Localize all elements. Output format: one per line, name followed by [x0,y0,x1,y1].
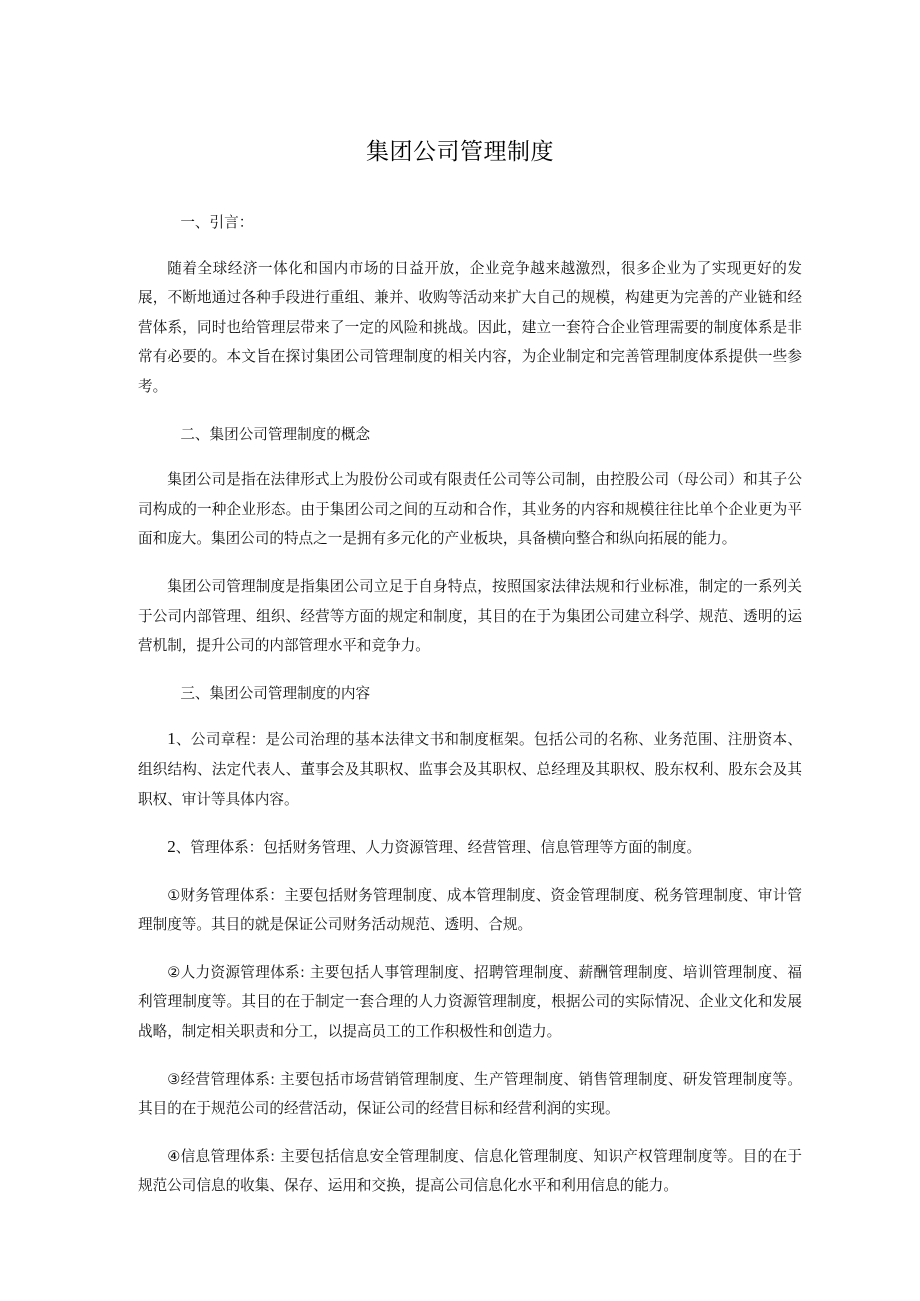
concept-paragraph-2: 集团公司管理制度是指集团公司立足于自身特点，按照国家法律法规和行业标准，制定的一系列关于公司内部管理、组织、经营等方面的规定和制度，其目的在于为集团公司建立科学、规范、透明的运营机制，提升公司的内部管理水平和竞争力。 [138,577,802,655]
item-number: 1 [167,729,176,749]
document-body [138,208,802,1219]
section-heading-concept: 二、集团公司管理制度的概念 [180,425,371,443]
sub-item-finance: ①财务管理体系：主要包括财务管理制度、成本管理制度、资金管理制度、税务管理制度、审计管理制度等。其目的就是保证公司财务活动规范、透明、合规。 [138,886,802,934]
sub-item-hr: ②人力资源管理体系: 主要包括人事管理制度、招聘管理制度、薪酬管理制度、培训管理制度、福利管理制度等。其目的在于制定一套合理的人力资源管理制度，根据公司的实际情况、企业文化和发展战略，制定相关职责和分工，以提高员工的工作积极性和创造力。 [138,963,802,1041]
item-text: 、公司章程：是公司治理的基本法律文书和制度框架。包括公司的名称、业务范围、注册资本、组织结构、法定代表人、董事会及其职权、监事会及其职权、总经理及其职权、股东权利、股东会及其职权、审计等具体内容。 [138,731,802,808]
content-item-1 [138,724,802,814]
document-title: 集团公司管理制度 [366,139,554,165]
item-number: 2 [167,837,176,857]
item-text: 、管理体系：包括财务管理、人力资源管理、经营管理、信息管理等方面的制度。 [175,839,702,857]
section-heading-content: 三、集团公司管理制度的内容 [180,684,371,702]
content-item-2 [138,832,802,863]
intro-paragraph: 随着全球经济一体化和国内市场的日益开放，企业竞争越来越激烈，很多企业为了实现更好的发展，不断地通过各种手段进行重组、兼并、收购等活动来扩大自己的规模，构建更为完善的产业链和经营体系，同时也给管理层带来了一定的风险和挑战。因此，建立一套符合企业管理需要的制度体系是非常有必要的。本文旨在探讨集团公司管理制度的相关内容，为企业制定和完善管理制度体系提供一些参考。 [138,259,802,395]
sub-item-information: ④信息管理体系: 主要包括信息安全管理制度、信息化管理制度、知识产权管理制度等。目的在于规范公司信息的收集、保存、运用和交换，提高公司信息化水平和利用信息的能力。 [138,1147,802,1195]
section-heading-intro: 一、引言： [180,214,254,231]
sub-item-operations: ③经营管理体系: 主要包括市场营销管理制度、生产管理制度、销售管理制度、研发管理制度等。其目的在于规范公司的经营活动，保证公司的经营目标和经营利润的实现。 [138,1070,802,1118]
concept-paragraph-1: 集团公司是指在法律形式上为股份公司或有限责任公司等公司制，由控股公司（母公司）和其子公司构成的一种企业形态。由于集团公司之间的互动和合作，其业务的内容和规模往往比单个企业更为平面和庞大。集团公司的特点之一是拥有多元化的产业板块，具备横向整合和纵向拓展的能力。 [138,471,802,548]
